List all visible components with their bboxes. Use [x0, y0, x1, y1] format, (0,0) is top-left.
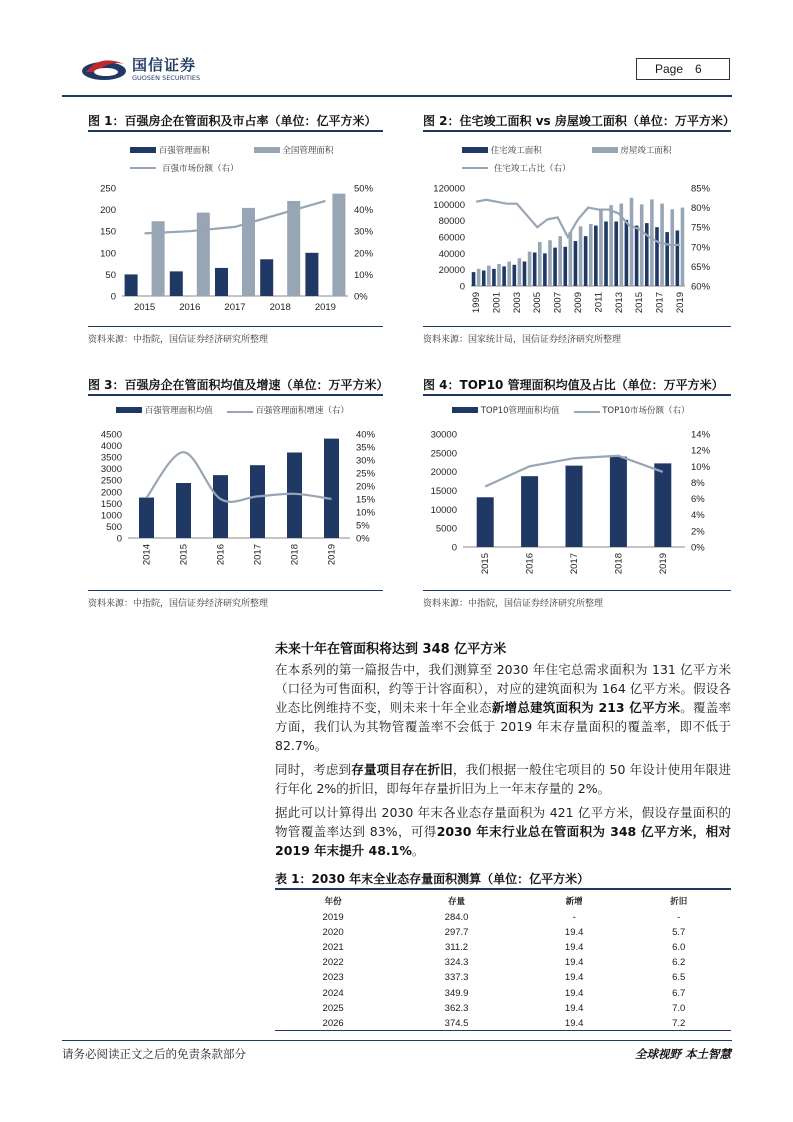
bar	[543, 253, 547, 286]
series-line	[147, 452, 332, 502]
table-title: 表 1：2030 年末全业态存量面积测算（单位：亿平方米）	[275, 872, 590, 886]
table-cell: 19.4	[564, 987, 584, 999]
y2-tick-label: 40%	[356, 429, 376, 441]
bar	[650, 199, 654, 286]
bar	[477, 269, 481, 286]
table-row	[275, 985, 731, 1000]
highlight-depreciation: 存量项目存在折旧	[351, 762, 453, 777]
x-tick-label: 1999	[471, 292, 483, 314]
figure-4-legend	[452, 404, 690, 416]
table-cell: 2019	[322, 912, 344, 924]
col-header: 年份	[324, 897, 342, 907]
table-row	[275, 955, 731, 970]
bar	[563, 247, 567, 286]
y-tick-label: 1000	[100, 510, 122, 522]
figure-1-title: 图 1：百强房企在管面积及市占率（单位：亿平方米）	[88, 114, 377, 128]
y2-tick-label: 50%	[354, 183, 374, 195]
logo-en-text: GUOSEN SECURITIES	[132, 74, 201, 82]
x-tick-label: 2014	[141, 544, 153, 566]
header-rule	[62, 95, 732, 97]
y2-tick-label: 0%	[691, 542, 705, 554]
table-cell: 2024	[322, 987, 344, 999]
y2-tick-label: 14%	[691, 429, 711, 441]
figure-2-bottom-rule	[423, 326, 731, 327]
y2-tick-label: 10%	[691, 461, 711, 473]
x-tick-label: 2018	[613, 553, 625, 575]
legend-item: 百强管理面积	[130, 144, 210, 156]
figure-4-title: 图 4：TOP10 管理面积均值及占比（单位：万平方米）	[423, 378, 724, 392]
table-cell: 19.4	[564, 1002, 584, 1014]
x-tick-label: 2003	[511, 292, 523, 314]
figure-3-source: 资料来源：中指院，国信证券经济研究所整理	[88, 599, 269, 609]
y2-tick-label: 2%	[691, 526, 705, 538]
legend-item: TOP10市场份额（右）	[574, 404, 690, 416]
y2-tick-label: 20%	[356, 481, 376, 493]
y2-tick-label: 75%	[691, 222, 711, 234]
bar	[655, 227, 659, 286]
bar	[497, 264, 501, 286]
table-cell: 5.7	[672, 927, 686, 939]
bar	[324, 439, 339, 538]
table-cell: 19.4	[564, 957, 584, 969]
x-tick-label: 2017	[654, 292, 666, 314]
figure-2-title-rule	[423, 130, 731, 132]
figure-4-chart	[423, 426, 733, 581]
y-tick-label: 0	[116, 533, 122, 545]
y-tick-label: 150	[100, 226, 116, 238]
x-tick-label: 2015	[178, 544, 190, 566]
highlight-conclusion: 2030 年末行业总在管面积为 348 亿平方米，相对 2019 年末提升 48.1%	[275, 824, 731, 858]
table-cell: 19.4	[564, 1017, 584, 1029]
bar	[250, 465, 265, 538]
y2-tick-label: 40%	[354, 205, 374, 217]
table-row	[275, 1001, 731, 1016]
bar	[548, 240, 552, 286]
y2-tick-label: 5%	[356, 520, 370, 532]
figure-2-title: 图 2：住宅竣工面积 vs 房屋竣工面积（单位：万平方米）	[423, 114, 735, 128]
col-header: 新增	[565, 897, 583, 907]
table-cell: 6.5	[672, 972, 686, 984]
bar	[287, 201, 300, 296]
series-line	[476, 200, 680, 245]
bar	[566, 466, 583, 547]
table-cell: 19.4	[564, 972, 584, 984]
table-cell: 2021	[322, 942, 344, 954]
page-indicator	[636, 58, 730, 80]
figure-1-title-rule	[88, 130, 383, 132]
table-cell: 2020	[322, 927, 344, 939]
table-cell: 337.3	[444, 972, 469, 984]
bar	[609, 205, 613, 286]
y-tick-label: 25000	[430, 448, 457, 460]
x-tick-label: 2018	[289, 544, 301, 566]
x-tick-label: 2005	[532, 292, 544, 314]
y-tick-label: 40000	[438, 248, 465, 260]
x-tick-label: 2007	[552, 292, 564, 314]
legend-item: 房屋竣工面积	[592, 144, 672, 156]
bar	[640, 204, 644, 286]
bar	[518, 258, 522, 286]
y2-tick-label: 85%	[691, 183, 711, 195]
bar	[502, 266, 506, 286]
bar	[594, 226, 598, 286]
table-cell: 6.7	[672, 987, 686, 999]
table-cell: 19.4	[564, 942, 584, 954]
y2-tick-label: 30%	[356, 455, 376, 467]
bar	[477, 497, 494, 547]
table-row	[275, 910, 731, 925]
figure-3-bottom-rule	[88, 590, 383, 591]
x-tick-label: 2016	[524, 553, 536, 575]
bar	[176, 483, 191, 538]
y2-tick-label: 8%	[691, 477, 705, 489]
bar	[521, 476, 538, 547]
bar	[482, 270, 486, 286]
y-tick-label: 500	[106, 521, 122, 533]
legend-item: 百强管理面积均值	[116, 404, 213, 416]
table-cell: 311.2	[445, 942, 469, 954]
y-tick-label: 3000	[100, 464, 122, 476]
bar	[332, 194, 345, 296]
x-tick-label: 2015	[134, 302, 156, 313]
figure-3-chart	[88, 426, 388, 581]
table-cell: 7.2	[672, 1017, 686, 1029]
y-tick-label: 4500	[100, 429, 122, 441]
y2-tick-label: 6%	[691, 494, 705, 506]
bar	[584, 236, 588, 286]
y-tick-label: 50	[105, 269, 116, 281]
table-row	[275, 925, 731, 940]
table-row	[275, 1016, 731, 1031]
table-cell: 284.0	[444, 912, 469, 924]
bar	[614, 221, 618, 286]
bar	[170, 271, 183, 296]
bar	[533, 253, 537, 286]
y2-tick-label: 10%	[354, 269, 374, 281]
table-cell: 2023	[322, 972, 344, 984]
y2-tick-label: 15%	[356, 494, 376, 506]
bar	[487, 266, 491, 286]
figure-3-title: 图 3：百强房企在管面积均值及增速（单位：万平方米）	[88, 378, 389, 392]
x-tick-label: 2016	[179, 302, 201, 313]
bar	[492, 269, 496, 286]
bar	[589, 224, 593, 286]
logo-cn-text: 国信证券	[132, 56, 197, 74]
bar	[676, 230, 680, 286]
y2-tick-label: 4%	[691, 510, 705, 522]
table-cell: 374.5	[444, 1017, 469, 1029]
y-tick-label: 0	[110, 291, 116, 303]
y2-tick-label: 0%	[354, 291, 368, 303]
x-tick-label: 2019	[314, 302, 336, 313]
figure-4-title-rule	[423, 394, 731, 396]
y-tick-label: 120000	[433, 183, 465, 195]
y2-tick-label: 70%	[691, 242, 711, 254]
highlight-new-area: 新增总建筑面积为 213 亿平方米	[491, 700, 681, 715]
y-tick-label: 30000	[430, 429, 457, 441]
x-tick-label: 2019	[674, 292, 686, 314]
y2-tick-label: 60%	[691, 281, 711, 293]
bar	[630, 198, 634, 286]
bar	[305, 253, 318, 296]
paragraph-1: 在本系列的第一篇报告中，我们测算至 2030 年住宅总需求面积为 131 亿平方米（口径为可售面积，约等于计容面积），对应的建筑面积为 164 亿平方米。假设各业态比例维持不变，则未来十年全业态新增总建筑面积为 213 亿平方米。覆盖率方面，我们认为其物管覆盖率不会低于 2019 年末存量面积的覆盖率，即不低于 82.7%。	[275, 662, 731, 753]
bar	[604, 221, 608, 286]
y-tick-label: 4000	[100, 441, 122, 453]
y-tick-label: 1500	[100, 498, 122, 510]
table-cell: 349.9	[444, 987, 469, 999]
y2-tick-label: 12%	[691, 445, 711, 457]
bar	[125, 274, 138, 296]
y-tick-label: 10000	[430, 504, 457, 516]
table-bottom-rule	[275, 1030, 731, 1031]
section-title: 未来十年在管面积将达到 348 亿平方米	[275, 642, 507, 657]
table-title-rule	[275, 888, 731, 890]
bar	[197, 213, 210, 296]
y-tick-label: 100000	[433, 199, 465, 211]
bar	[579, 226, 583, 286]
bar	[574, 241, 578, 286]
y2-tick-label: 25%	[356, 468, 376, 480]
x-tick-label: 2019	[326, 544, 338, 566]
footer-disclaimer: 请务必阅读正文之后的免责条款部分	[62, 1047, 246, 1061]
bar	[215, 268, 228, 296]
paragraph-3: 据此可以计算得出 2030 年末各业态存量面积为 421 亿平方米，假设存量面积的物管覆盖率达到 83%，可得2030 年末行业总在管面积为 348 亿平方米，相对 2019 年末提升 48.1%。	[275, 805, 731, 858]
figure-1-legend-line: 百强市场份额（右）	[130, 162, 239, 174]
footer-rule	[62, 1040, 732, 1041]
y2-tick-label: 35%	[356, 442, 376, 454]
table-cell: 2022	[322, 957, 344, 969]
x-tick-label: 2009	[573, 292, 584, 314]
bar	[625, 220, 629, 286]
x-tick-label: 2015	[480, 553, 492, 575]
y2-tick-label: 30%	[354, 226, 374, 238]
table-cell: -	[677, 912, 681, 924]
page-number: 6	[695, 62, 702, 76]
table-row	[275, 970, 731, 985]
y2-tick-label: 65%	[691, 261, 711, 273]
table-cell: 362.3	[444, 1002, 469, 1014]
table-cell: 19.4	[564, 927, 584, 939]
legend-item: 全国管理面积	[254, 144, 334, 156]
table-cell: 6.0	[672, 942, 686, 954]
bar	[528, 252, 532, 286]
bar	[670, 209, 674, 286]
paragraph-2: 同时，考虑到存量项目存在折旧，我们根据一般住宅项目的 50 年设计使用年限进行年化 2%的折旧，即每年存量折旧为上一年末存量的 2%。	[275, 762, 731, 796]
bar	[654, 463, 671, 547]
x-tick-label: 2013	[613, 292, 625, 314]
y2-tick-label: 20%	[354, 248, 374, 260]
bar	[558, 236, 562, 286]
x-tick-label: 2001	[491, 292, 503, 314]
figure-4-bottom-rule	[423, 590, 731, 591]
figure-2-legend-line: 住宅竣工占比（右）	[462, 162, 571, 174]
figure-3-title-rule	[88, 394, 383, 396]
y-tick-label: 15000	[430, 486, 457, 497]
bar	[523, 262, 527, 287]
bar	[681, 208, 685, 286]
bar	[665, 232, 669, 286]
bar	[213, 475, 228, 538]
x-tick-label: 2018	[269, 302, 291, 313]
bar	[472, 272, 476, 286]
table-header-row	[275, 892, 731, 910]
x-tick-label: 2019	[657, 553, 669, 575]
figure-2-source: 资料来源：国家统计局，国信证券经济研究所整理	[423, 335, 622, 345]
bar	[569, 232, 573, 286]
footer-slogan: 全球视野 本土智慧	[634, 1047, 731, 1061]
y-tick-label: 250	[100, 183, 116, 195]
legend-item: 百强管理面积增速（右）	[227, 404, 349, 416]
y-tick-label: 0	[451, 542, 457, 554]
bar	[507, 262, 511, 287]
y-tick-label: 0	[459, 281, 465, 293]
y2-tick-label: 80%	[691, 203, 711, 215]
figure-2-chart	[423, 178, 733, 323]
x-tick-label: 2016	[215, 544, 227, 566]
table-cell: 7.0	[672, 1002, 686, 1014]
table-row	[275, 940, 731, 955]
bar	[553, 248, 557, 286]
logo	[80, 52, 220, 88]
bar	[139, 498, 154, 538]
y-tick-label: 20000	[438, 265, 465, 277]
table-cell: 2025	[322, 1002, 344, 1014]
y-tick-label: 2000	[100, 487, 122, 499]
y-tick-label: 60000	[438, 232, 465, 244]
bar	[645, 223, 649, 286]
table-cell: -	[572, 912, 576, 924]
y-tick-label: 2500	[100, 475, 122, 487]
y-tick-label: 80000	[438, 216, 465, 228]
bar	[513, 265, 517, 286]
bar	[610, 457, 627, 547]
col-header: 折旧	[670, 897, 688, 907]
bar	[599, 210, 603, 286]
page-label: Page	[655, 62, 684, 76]
figure-1-bottom-rule	[88, 326, 383, 327]
table-cell: 324.3	[444, 957, 469, 969]
figure-1-legend	[130, 144, 333, 156]
table-cell: 6.2	[672, 957, 686, 969]
y2-tick-label: 0%	[356, 533, 370, 545]
y-tick-label: 5000	[435, 523, 457, 535]
bar	[260, 259, 273, 296]
table-cell: 297.7	[444, 927, 469, 939]
bar	[660, 204, 664, 286]
x-tick-label: 2017	[224, 302, 246, 313]
x-tick-label: 2011	[593, 292, 605, 313]
figure-3-legend	[116, 404, 349, 416]
figure-4-source: 资料来源：中指院，国信证券经济研究所整理	[423, 599, 604, 609]
y2-tick-label: 10%	[356, 507, 376, 519]
legend-item: 住宅竣工面积	[462, 144, 542, 156]
x-tick-label: 2017	[252, 544, 264, 566]
figure-1-chart	[88, 178, 388, 318]
col-header: 存量	[448, 897, 466, 907]
stock-area-table	[275, 892, 731, 1031]
y-tick-label: 200	[100, 205, 116, 217]
bar	[635, 226, 639, 286]
y-tick-label: 20000	[430, 467, 457, 479]
y-tick-label: 3500	[100, 452, 122, 464]
x-tick-label: 2015	[634, 292, 646, 314]
figure-1-source: 资料来源：中指院，国信证券经济研究所整理	[88, 335, 269, 345]
figure-2-legend	[462, 144, 671, 156]
x-tick-label: 2017	[569, 553, 580, 575]
bar	[538, 242, 542, 286]
table-cell: 2026	[322, 1017, 344, 1029]
logo-mark-icon	[80, 52, 128, 84]
legend-item: TOP10管理面积均值	[452, 404, 560, 416]
y-tick-label: 100	[100, 248, 116, 260]
